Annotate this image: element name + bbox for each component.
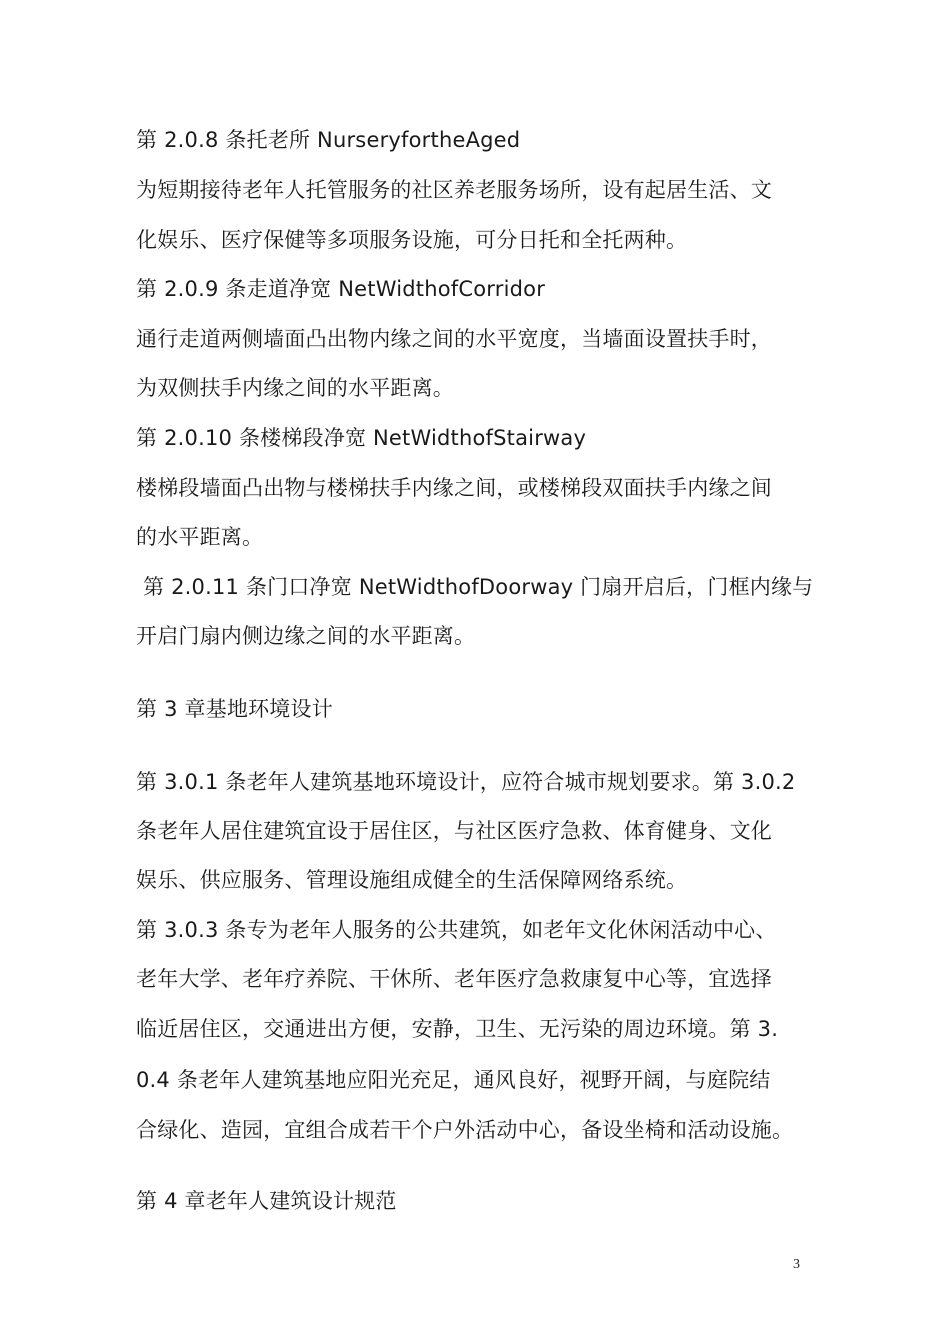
page-number: 3 [793,1257,800,1272]
clause-2-0-10-heading: 第 2.0.10 条楼梯段净宽 NetWidthofStairway [136,426,587,450]
paragraph-line: 通行走道两侧墙面凸出物内缘之间的水平宽度，当墙面设置扶手时， [136,327,772,351]
paragraph-line: 为短期接待老年人托管服务的社区养老服务场所，设有起居生活、文 [136,178,772,202]
chapter-4-heading: 第 4 章老年人建筑设计规范 [136,1189,397,1213]
paragraph-line: 第 3.0.3 条专为老年人服务的公共建筑，如老年文化休闲活动中心、 [136,918,777,942]
paragraph-line: 0.4 条老年人建筑基地应阳光充足，通风良好，视野开阔，与庭院结 [136,1068,771,1092]
paragraph-line: 老年大学、老年疗养院、干休所、老年医疗急救康复中心等，宜选择 [136,967,772,991]
paragraph-line: 为双侧扶手内缘之间的水平距离。 [136,376,454,400]
clause-2-0-8-heading: 第 2.0.8 条托老所 NurseryfortheAged [136,128,521,152]
paragraph-line: 条老年人居住建筑宜设于居住区，与社区医疗急救、体育健身、文化 [136,819,772,843]
chapter-3-heading: 第 3 章基地环境设计 [136,697,333,721]
paragraph-line: 开启门扇内侧边缘之间的水平距离。 [136,624,476,648]
paragraph-line: 化娱乐、医疗保健等多项服务设施，可分日托和全托两种。 [136,228,688,252]
paragraph-line: 的水平距离。 [136,525,264,549]
clause-2-0-9-heading: 第 2.0.9 条走道净宽 NetWidthofCorridor [136,277,546,301]
clause-2-0-11-line: 第 2.0.11 条门口净宽 NetWidthofDoorway 门扇开启后，门框内缘与 [143,575,814,599]
paragraph-line: 合绿化、造园，宜组合成若干个户外活动中心，备设坐椅和活动设施。 [136,1118,794,1142]
paragraph-line: 临近居住区，交通进出方便，安静，卫生、无污染的周边环境。第 3. [136,1017,779,1041]
paragraph-line: 第 3.0.1 条老年人建筑基地环境设计，应符合城市规划要求。第 3.0.2 [136,770,796,794]
paragraph-line: 楼梯段墙面凸出物与楼梯扶手内缘之间，或楼梯段双面扶手内缘之间 [136,476,772,500]
paragraph-line: 娱乐、供应服务、管理设施组成健全的生活保障网络系统。 [136,868,688,892]
